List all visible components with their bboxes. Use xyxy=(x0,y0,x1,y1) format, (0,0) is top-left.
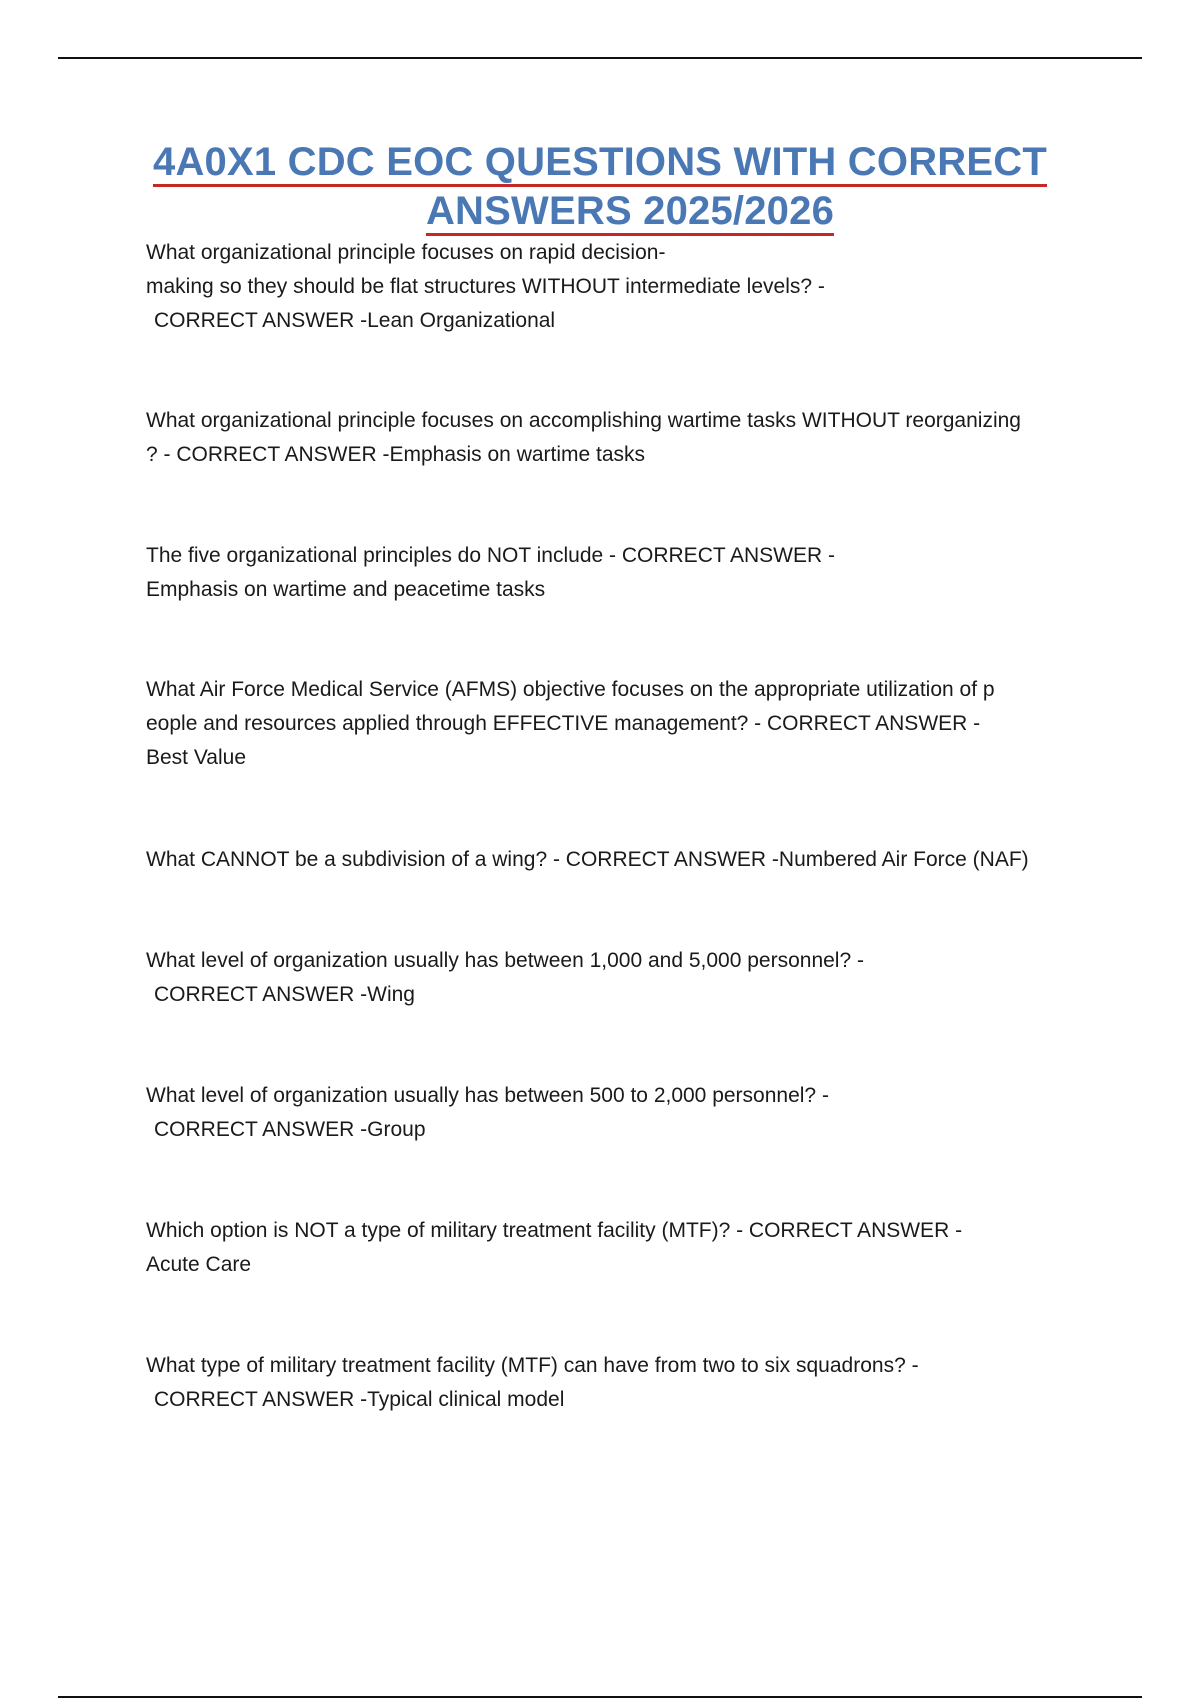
qa-line: Acute Care xyxy=(146,1253,252,1276)
qa-line: ? - CORRECT ANSWER -Emphasis on wartime tasks xyxy=(146,443,646,466)
qa-item xyxy=(146,673,995,775)
qa-answer-line: CORRECT ANSWER -Wing xyxy=(154,983,415,1006)
qa-answer-line: CORRECT ANSWER -Lean Organizational xyxy=(154,309,556,332)
qa-item xyxy=(146,539,835,607)
qa-item xyxy=(146,236,825,338)
qa-line: Which option is NOT a type of military treatment facility (MTF)? - CORRECT ANSWER - xyxy=(146,1219,963,1242)
qa-item xyxy=(146,404,1021,472)
qa-item xyxy=(146,843,1029,877)
document-title xyxy=(0,140,1200,238)
qa-line: What organizational principle focuses on accomplishing wartime tasks WITHOUT reorganizing xyxy=(146,409,1021,432)
qa-line: What Air Force Medical Service (AFMS) objective focuses on the appropriate utilization of p xyxy=(146,678,995,701)
qa-item xyxy=(146,1349,919,1417)
qa-line: What CANNOT be a subdivision of a wing? - CORRECT ANSWER -Numbered Air Force (NAF) xyxy=(146,848,1029,871)
qa-line: What organizational principle focuses on rapid decision- xyxy=(146,241,666,264)
qa-line: eople and resources applied through EFFECTIVE management? - CORRECT ANSWER - xyxy=(146,712,981,735)
qa-line: making so they should be flat structures WITHOUT intermediate levels? - xyxy=(146,275,825,298)
qa-line: Best Value xyxy=(146,746,247,769)
bottom-rule xyxy=(58,1696,1142,1698)
qa-answer-line: CORRECT ANSWER -Typical clinical model xyxy=(154,1388,565,1411)
qa-line: What level of organization usually has between 1,000 and 5,000 personnel? - xyxy=(146,949,864,972)
qa-item xyxy=(146,1079,829,1147)
qa-item xyxy=(146,1214,962,1282)
qa-line: The five organizational principles do NOT include - CORRECT ANSWER - xyxy=(146,544,835,567)
qa-line: What level of organization usually has between 500 to 2,000 personnel? - xyxy=(146,1084,829,1107)
qa-answer-line: CORRECT ANSWER -Group xyxy=(154,1118,426,1141)
title-line-1: 4A0X1 CDC EOC QUESTIONS WITH CORRECT xyxy=(153,140,1047,187)
top-rule xyxy=(58,57,1142,59)
qa-line: Emphasis on wartime and peacetime tasks xyxy=(146,578,546,601)
title-line-2: ANSWERS 2025/2026 xyxy=(426,189,834,236)
qa-line: What type of military treatment facility (MTF) can have from two to six squadrons? - xyxy=(146,1354,919,1377)
qa-item xyxy=(146,944,864,1012)
